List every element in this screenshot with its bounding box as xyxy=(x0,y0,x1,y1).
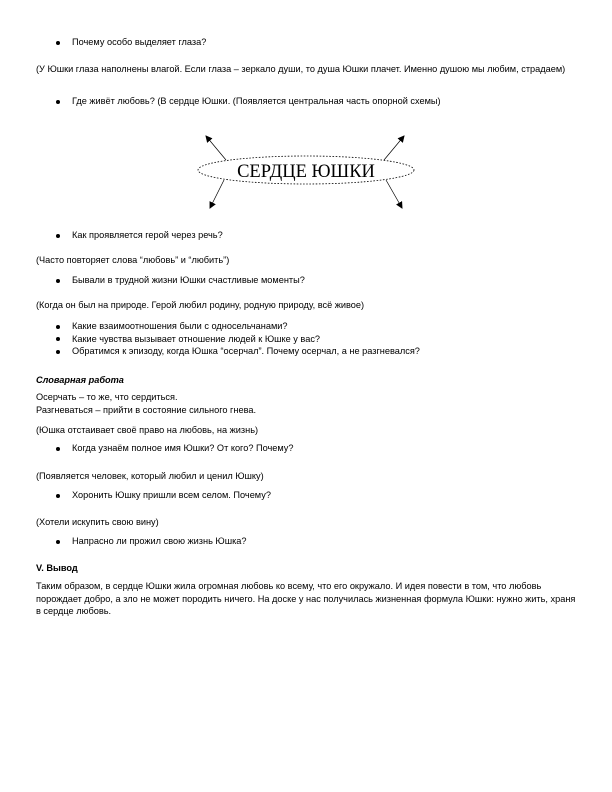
bullet-icon xyxy=(56,41,60,45)
question-text: Бывали в трудной жизни Юшки счастливые моменты? xyxy=(72,275,305,285)
arrow-up-left-icon xyxy=(206,136,226,160)
bullet-list xyxy=(52,274,305,287)
list-item xyxy=(52,333,420,346)
list-item xyxy=(52,95,441,108)
question-text: Когда узнаём полное имя Юшки? От кого? Почему? xyxy=(72,443,294,453)
list-item xyxy=(52,535,247,548)
bullet-icon xyxy=(56,234,60,238)
question-text: Какие чувства вызывает отношение людей к Юшке у вас? xyxy=(72,333,321,344)
bullet-list xyxy=(52,229,223,242)
bullet-icon xyxy=(56,100,60,104)
list-item xyxy=(52,320,420,333)
question-text: Обратимся к эпизоду, когда Юшка “осерчал”. Почему осерчал, а не разгневался? xyxy=(72,346,420,356)
bullet-icon xyxy=(56,350,60,354)
arrow-up-right-icon xyxy=(384,136,404,160)
list-item xyxy=(52,345,420,358)
question-text: Почему особо выделяет глаза? xyxy=(72,37,207,47)
list-item xyxy=(52,36,206,49)
vocab-definition: Разгневаться – прийти в состояние сильного гнева. xyxy=(36,405,257,415)
arrow-down-right-icon xyxy=(386,180,402,208)
bullet-list xyxy=(52,95,441,108)
list-item xyxy=(52,489,271,502)
answer-text: (Юшка отстаивает своё право на любовь, на жизнь) xyxy=(36,425,259,435)
answer-text: (Часто повторяет слова “любовь” и “любить”) xyxy=(36,255,230,265)
vocab-definition: Осерчать – то же, что сердиться. xyxy=(36,392,178,402)
bullet-list xyxy=(52,442,294,455)
list-item xyxy=(52,442,294,455)
bullet-icon xyxy=(56,325,60,329)
heart-diagram xyxy=(196,128,416,212)
bullet-list xyxy=(52,535,247,548)
question-text: Как проявляется герой через речь? xyxy=(72,230,223,240)
diagram-title: СЕРДЦЕ ЮШКИ xyxy=(237,162,375,182)
bullet-list xyxy=(52,320,420,358)
arrow-down-left-icon xyxy=(210,180,224,208)
answer-text: (У Юшки глаза наполнены влагой. Если глаза – зеркало души, то душа Юшки плачет. Именно душою мы любим, страдаем) xyxy=(36,64,566,74)
bullet-icon xyxy=(56,447,60,451)
answer-text: (Хотели искупить свою вину) xyxy=(36,517,159,527)
answer-text: (Появляется человек, который любил и ценил Юшку) xyxy=(36,471,264,481)
bullet-list xyxy=(52,36,206,49)
section-heading: V. Вывод xyxy=(36,563,78,573)
bullet-icon xyxy=(56,494,60,498)
list-item xyxy=(52,274,305,287)
question-text: Хоронить Юшку пришли всем селом. Почему? xyxy=(72,490,271,500)
bullet-icon xyxy=(56,540,60,544)
question-text: Где живёт любовь? (В сердце Юшки. (Появляется центральная часть опорной схемы) xyxy=(72,96,441,106)
bullet-icon xyxy=(56,279,60,283)
question-text: Напрасно ли прожил свою жизнь Юшка? xyxy=(72,536,247,546)
conclusion-paragraph: Таким образом, в сердце Юшки жила огромная любовь ко всему, что его окружало. И идея повести в том, что любовь порождает добро, а зло не может породить ничего. На доске у нас получилась жизненная формула Юшки: нужно жить, храня в сердце любовь. xyxy=(36,581,576,616)
vocab-heading: Словарная работа xyxy=(36,375,124,385)
bullet-list xyxy=(52,489,271,502)
question-text: Какие взаимоотношения были с односельчанами? xyxy=(72,321,288,331)
answer-text: (Когда он был на природе. Герой любил родину, родную природу, всё живое) xyxy=(36,300,365,310)
list-item xyxy=(52,229,223,242)
bullet-icon xyxy=(56,337,60,341)
